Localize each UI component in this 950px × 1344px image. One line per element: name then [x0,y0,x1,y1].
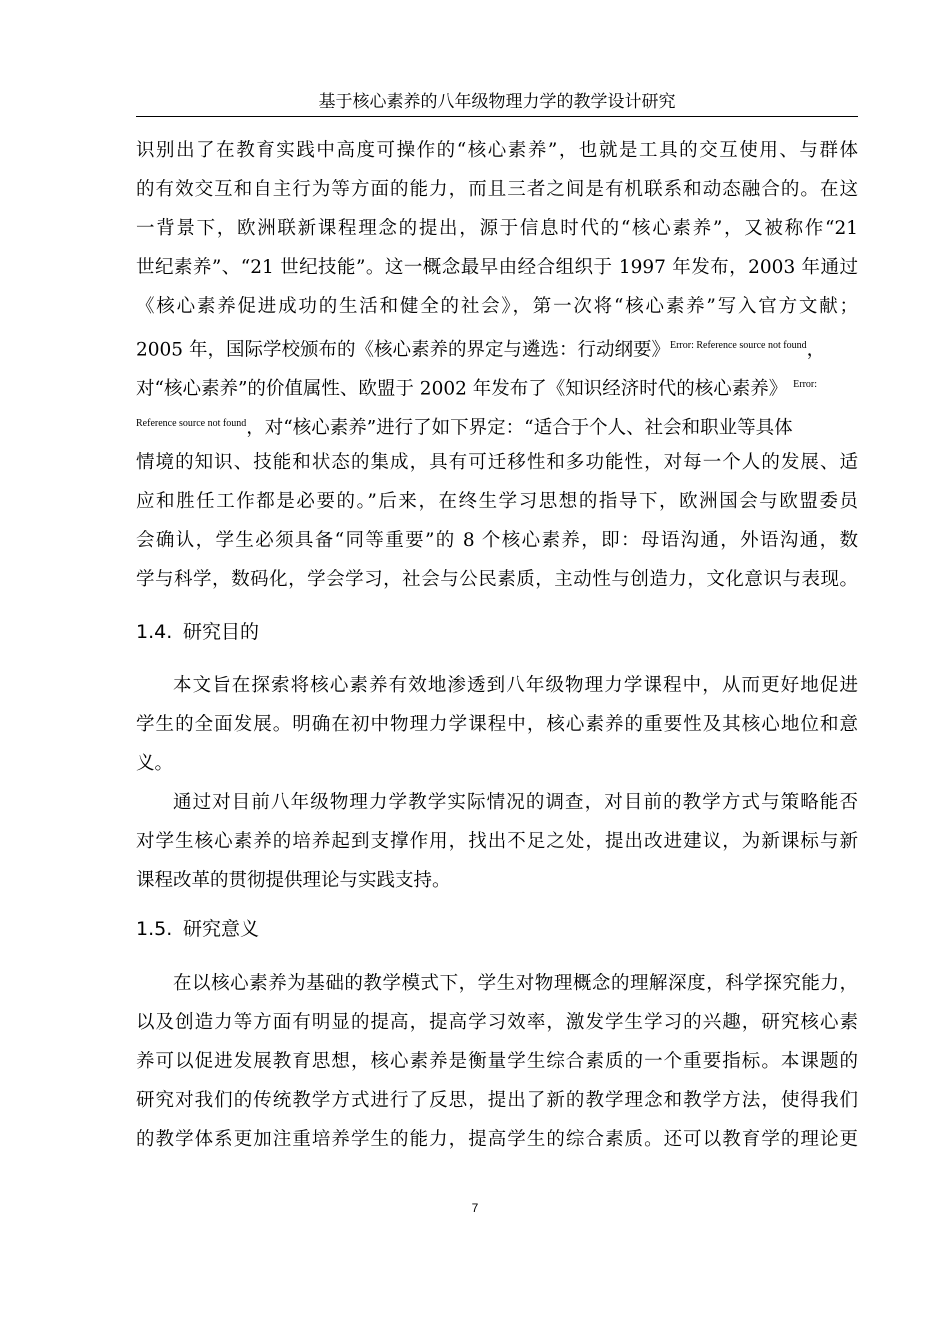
body-line: 学与科学，数码化，学会学习，社会与公民素质，主动性与创造力，文化意识与表现。 [136,569,858,590]
body-line: 识别出了在教育实践中高度可操作的“核心素养”，也就是工具的交互使用、与群体 [136,140,858,161]
section-title: 研究意义 [183,918,260,940]
page-number: 7 [471,1201,479,1215]
body-line: 学生的全面发展。明确在初中物理力学课程中，核心素养的重要性及其核心地位和意 [136,714,858,735]
body-line [136,327,858,365]
body-line: 对学生核心素养的培养起到支撑作用，找出不足之处，提出改进建议，为新课标与新 [136,831,858,852]
body-line: 研究对我们的传统教学方式进行了反思，提出了新的教学理念和教学方法，使得我们 [136,1090,858,1111]
header-rule [136,116,858,117]
section-heading [136,617,259,647]
body-line: 世纪素养”、“21 世纪技能”。这一概念最早由经合组织于 1997 年发布，2003 年通过 [136,257,858,278]
body-line: 的教学体系更加注重培养学生的能力，提高学生的综合素质。还可以教育学的理论更 [136,1129,858,1150]
body-line: 义。 [136,753,174,774]
body-line: 一背景下，欧洲联新课程理念的提出，源于信息时代的“核心素养”，又被称作“21 [136,218,858,239]
body-line: 情境的知识、技能和状态的集成，具有可迁移性和多功能性，对每一个人的发展、适 [136,452,858,473]
reference-error-note: Error: [793,379,818,390]
reference-error-note: Error: Reference source not found [669,340,807,351]
body-text: 2005 年，国际学校颁布的《核心素养的界定与遴选：行动纲要》 [136,339,670,361]
section-heading [136,914,259,944]
body-line: 养可以促进发展教育思想，核心素养是衡量学生综合素质的一个重要指标。本课题的 [136,1051,858,1072]
body-line: 应和胜任工作都是必要的。”后来，在终生学习思想的指导下，欧洲国会与欧盟委员 [136,491,858,512]
body-text: ，对“核心素养”进行了如下界定：“适合于个人、社会和职业等具体 [246,417,793,439]
body-line [136,366,858,404]
body-line: 通过对目前八年级物理力学教学实际情况的调查，对目前的教学方式与策略能否 [173,792,858,813]
body-line: 在以核心素养为基础的教学模式下，学生对物理概念的理解深度，科学探究能力， [173,973,858,994]
body-line: 本文旨在探索将核心素养有效地渗透到八年级物理力学课程中，从而更好地促进 [173,675,858,696]
section-title: 研究目的 [183,621,260,643]
reference-error-note: Reference source not found [136,418,247,429]
body-line: 《核心素养促进成功的生活和健全的社会》，第一次将“核心素养”写入官方文献； [136,296,858,317]
section-number: 1.5. [136,918,173,940]
body-line [136,405,858,443]
body-text: ， [806,339,826,361]
running-header: 基于核心素养的八年级物理力学的教学设计研究 [318,92,676,112]
body-line: 会确认，学生必须具备“同等重要”的 8 个核心素养，即：母语沟通，外语沟通，数 [136,530,858,551]
section-number: 1.4. [136,621,173,643]
body-line: 课程改革的贯彻提供理论与实践支持。 [136,870,451,891]
body-text: 对“核心素养”的价值属性、欧盟于 2002 年发布了《知识经济时代的核心素养》 [136,378,788,400]
body-line: 的有效交互和自主行为等方面的能力，而且三者之间是有机联系和动态融合的。在这 [136,179,858,200]
body-line: 以及创造力等方面有明显的提高，提高学习效率，激发学生学习的兴趣，研究核心素 [136,1012,858,1033]
